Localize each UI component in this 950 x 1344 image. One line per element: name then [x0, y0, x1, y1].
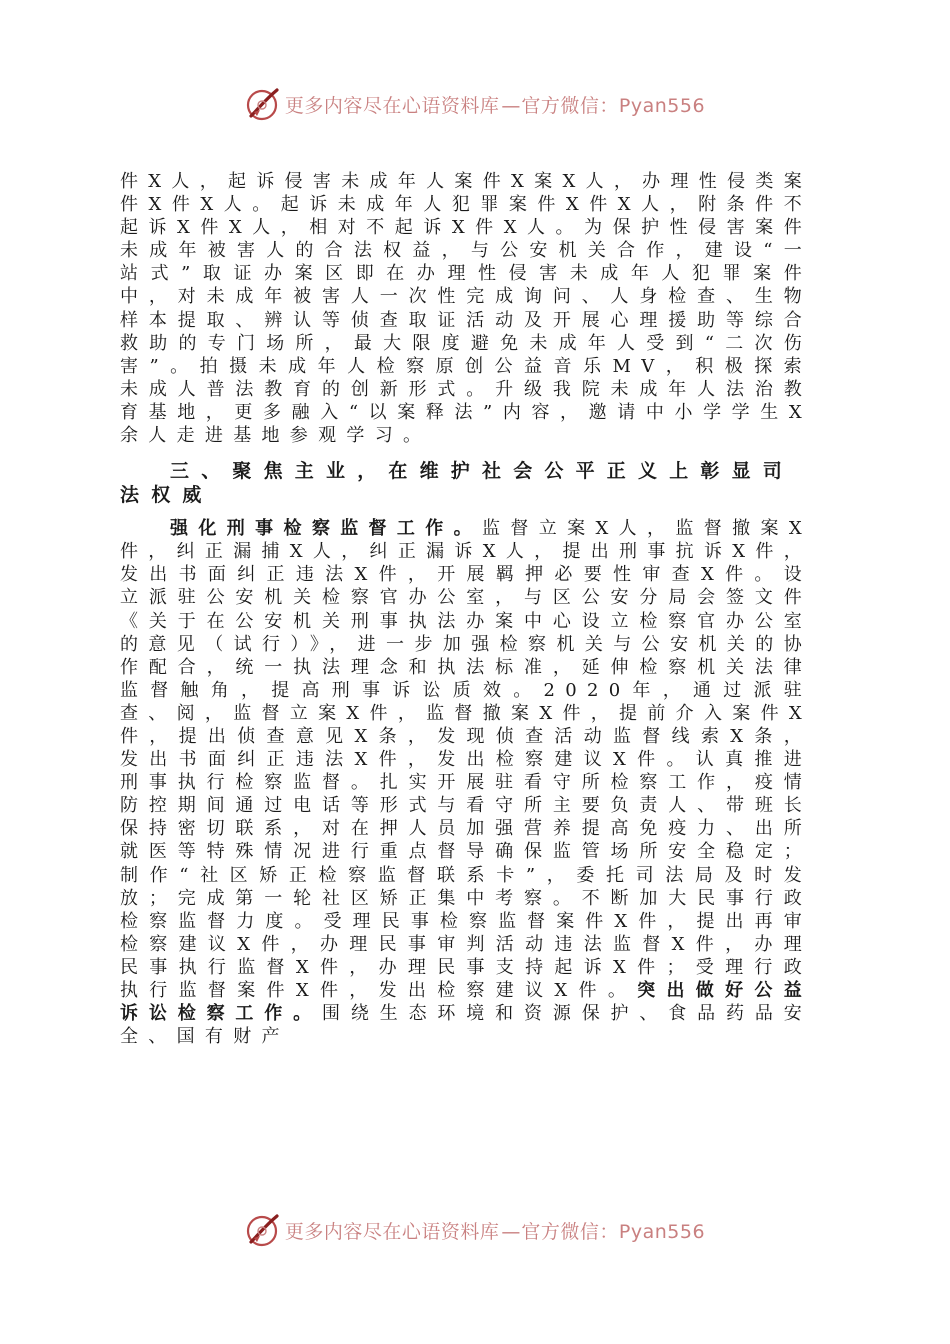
- document-body: [120, 170, 812, 1048]
- watermark-text: 更多内容尽在心语资料库 — 官方微信：Pyan556: [284, 94, 706, 117]
- paragraph-criminal-supervision: [120, 517, 812, 1048]
- body-criminal-supervision: 监督立案X人，监督撤案X件，纠正漏捕X人，纠正漏诉X人，提出刑事抗诉X件，发出书面纠正违法X件，开展羁押必要性审查X件。设立派驻公安机关检察官办公室，与区公安分局会签文件《关于在公安机关刑事执法办案中心设立检察官办公室的意见（试行）》，进一步加强检察机关与公安机关的协作配合，统一执法理念和执法标准，延伸检察机关法律监督触角，提高刑事诉讼质效。2020年，通过派驻查、阅，监督立案X件，监督撤案X件，提前介入案件X件，提出侦查意见X条，发现侦查活动监督线索X条，发出书面纠正违法X件，发出检察建议X件。认真推进刑事执行检察监督。扎实开展驻看守所检察工作，疫情防控期间通过电话等形式与看守所主要负责人、带班长保持密切联系，对在押人员加强营养提高免疫力、出所就医等特殊情况进行重点督导确保监管场所安全稳定；制作“社区矫正检察监督联系卡”，委托司法局及时发放；完成第一轮社区矫正集中考察。不断加大民事行政检察监督力度。受理民事检察监督案件X件，提出再审检察建议X件，办理民事审判活动违法监督X件，办理民事执行监督X件，办理民事支持起诉X件；受理行政执行监督案件X件，发出检察建议X件。: [120, 518, 812, 1001]
- pen-logo-icon: [245, 86, 281, 122]
- watermark-banner-bottom: [0, 1208, 950, 1252]
- body-public-interest: 围绕生态环境和资源保护、食品药品安全、国有财产: [120, 1003, 812, 1048]
- lead-public-interest: 突出做好公益诉讼检察工作。: [120, 980, 812, 1025]
- lead-criminal-supervision: 强化刑事检察监督工作。: [170, 518, 483, 540]
- section-heading: 三、聚焦主业，在维护社会公平正义上彰显司法权威: [120, 460, 795, 507]
- pen-logo-icon: [245, 1212, 281, 1248]
- watermark-text: 更多内容尽在心语资料库 — 官方微信：Pyan556: [284, 1220, 706, 1243]
- paragraph-minors-protection: 件X人，起诉侵害未成年人案件X案X人，办理性侵类案件X件X人。起诉未成年人犯罪案件X件X人，附条件不起诉X件X人，相对不起诉X件X人。为保护性侵害案件未成年被害人的合法权益，与公安机关合作，建设“一站式”取证办案区即在办理性侵害未成年人犯罪案件中，对未成年被害人一次性完成询问、人身检查、生物样本提取、辨认等侦查取证活动及开展心理援助等综合救助的专门场所，最大限度避免未成年人受到“二次伤害”。拍摄未成年人检察原创公益音乐MV，积极探索未成人普法教育的创新形式。升级我院未成年人法治教育基地，更多融入“以案释法”内容，邀请中小学学生X余人走进基地参观学习。: [120, 171, 812, 447]
- watermark-banner-top: [0, 82, 950, 126]
